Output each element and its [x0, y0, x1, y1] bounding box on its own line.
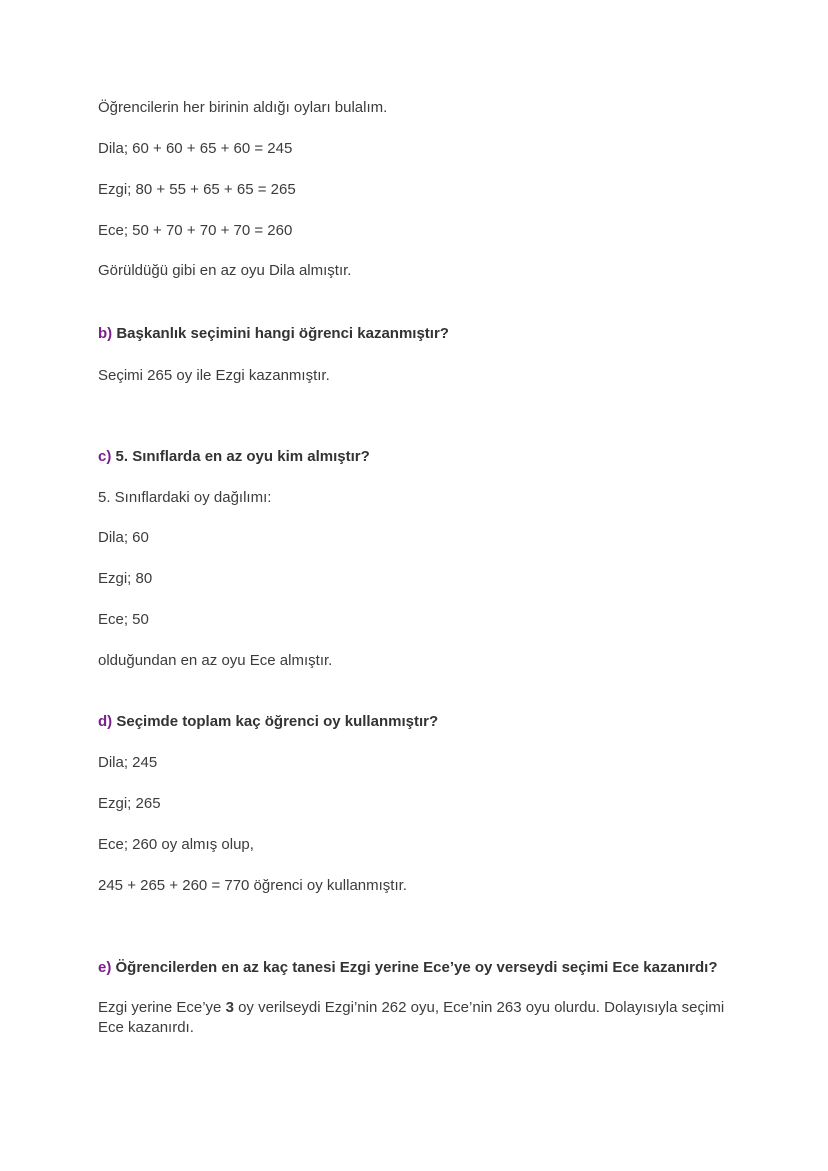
answer-e — [98, 998, 728, 1038]
answer-e-post: oy verilseydi Ezgi’nin 262 oyu, Ece’nin 263 oyu olurdu. Dolayısıyla seçimi Ece kazanırdı. — [98, 999, 725, 1036]
intro-ezgi-votes: Ezgi; 80 + 55 + 65 + 65 = 265 — [98, 181, 296, 198]
d-ezgi: Ezgi; 265 — [98, 795, 161, 812]
question-e — [98, 958, 717, 978]
question-d-letter: d) — [98, 713, 113, 730]
answer-e-bold: 3 — [225, 999, 234, 1016]
intro-dila-votes: Dila; 60 + 60 + 65 + 60 = 245 — [98, 140, 293, 157]
question-d — [98, 712, 438, 732]
d-total: 245 + 265 + 260 = 770 öğrenci oy kullanmıştır. — [98, 877, 407, 894]
question-c — [98, 447, 370, 467]
intro-ece-votes: Ece; 50 + 70 + 70 + 70 = 260 — [98, 222, 293, 239]
c-ezgi: Ezgi; 80 — [98, 570, 153, 587]
c-dila: Dila; 60 — [98, 529, 149, 546]
c-lead: 5. Sınıflardaki oy dağılımı: — [98, 489, 272, 506]
question-e-letter: e) — [98, 959, 112, 976]
question-b-letter: b) — [98, 325, 113, 342]
c-conclusion: olduğundan en az oyu Ece almıştır. — [98, 652, 333, 669]
question-b — [98, 324, 449, 344]
answer-e-pre: Ezgi yerine Ece’ye — [98, 999, 226, 1016]
answer-b: Seçimi 265 oy ile Ezgi kazanmıştır. — [98, 367, 330, 384]
question-e-text: Öğrencilerden en az kaç tanesi Ezgi yerine Ece’ye oy verseydi seçimi Ece kazanırdı? — [115, 959, 718, 976]
d-dila: Dila; 245 — [98, 754, 158, 771]
d-ece: Ece; 260 oy almış olup, — [98, 836, 254, 853]
question-c-text: 5. Sınıflarda en az oyu kim almıştır? — [115, 448, 370, 465]
intro-conclusion: Görüldüğü gibi en az oyu Dila almıştır. — [98, 262, 352, 279]
question-d-text: Seçimde toplam kaç öğrenci oy kullanmıştır? — [116, 713, 439, 730]
c-ece: Ece; 50 — [98, 611, 149, 628]
intro-lead: Öğrencilerin her birinin aldığı oyları bulalım. — [98, 99, 388, 116]
question-b-text: Başkanlık seçimini hangi öğrenci kazanmıştır? — [116, 325, 449, 342]
question-c-letter: c) — [98, 448, 112, 465]
